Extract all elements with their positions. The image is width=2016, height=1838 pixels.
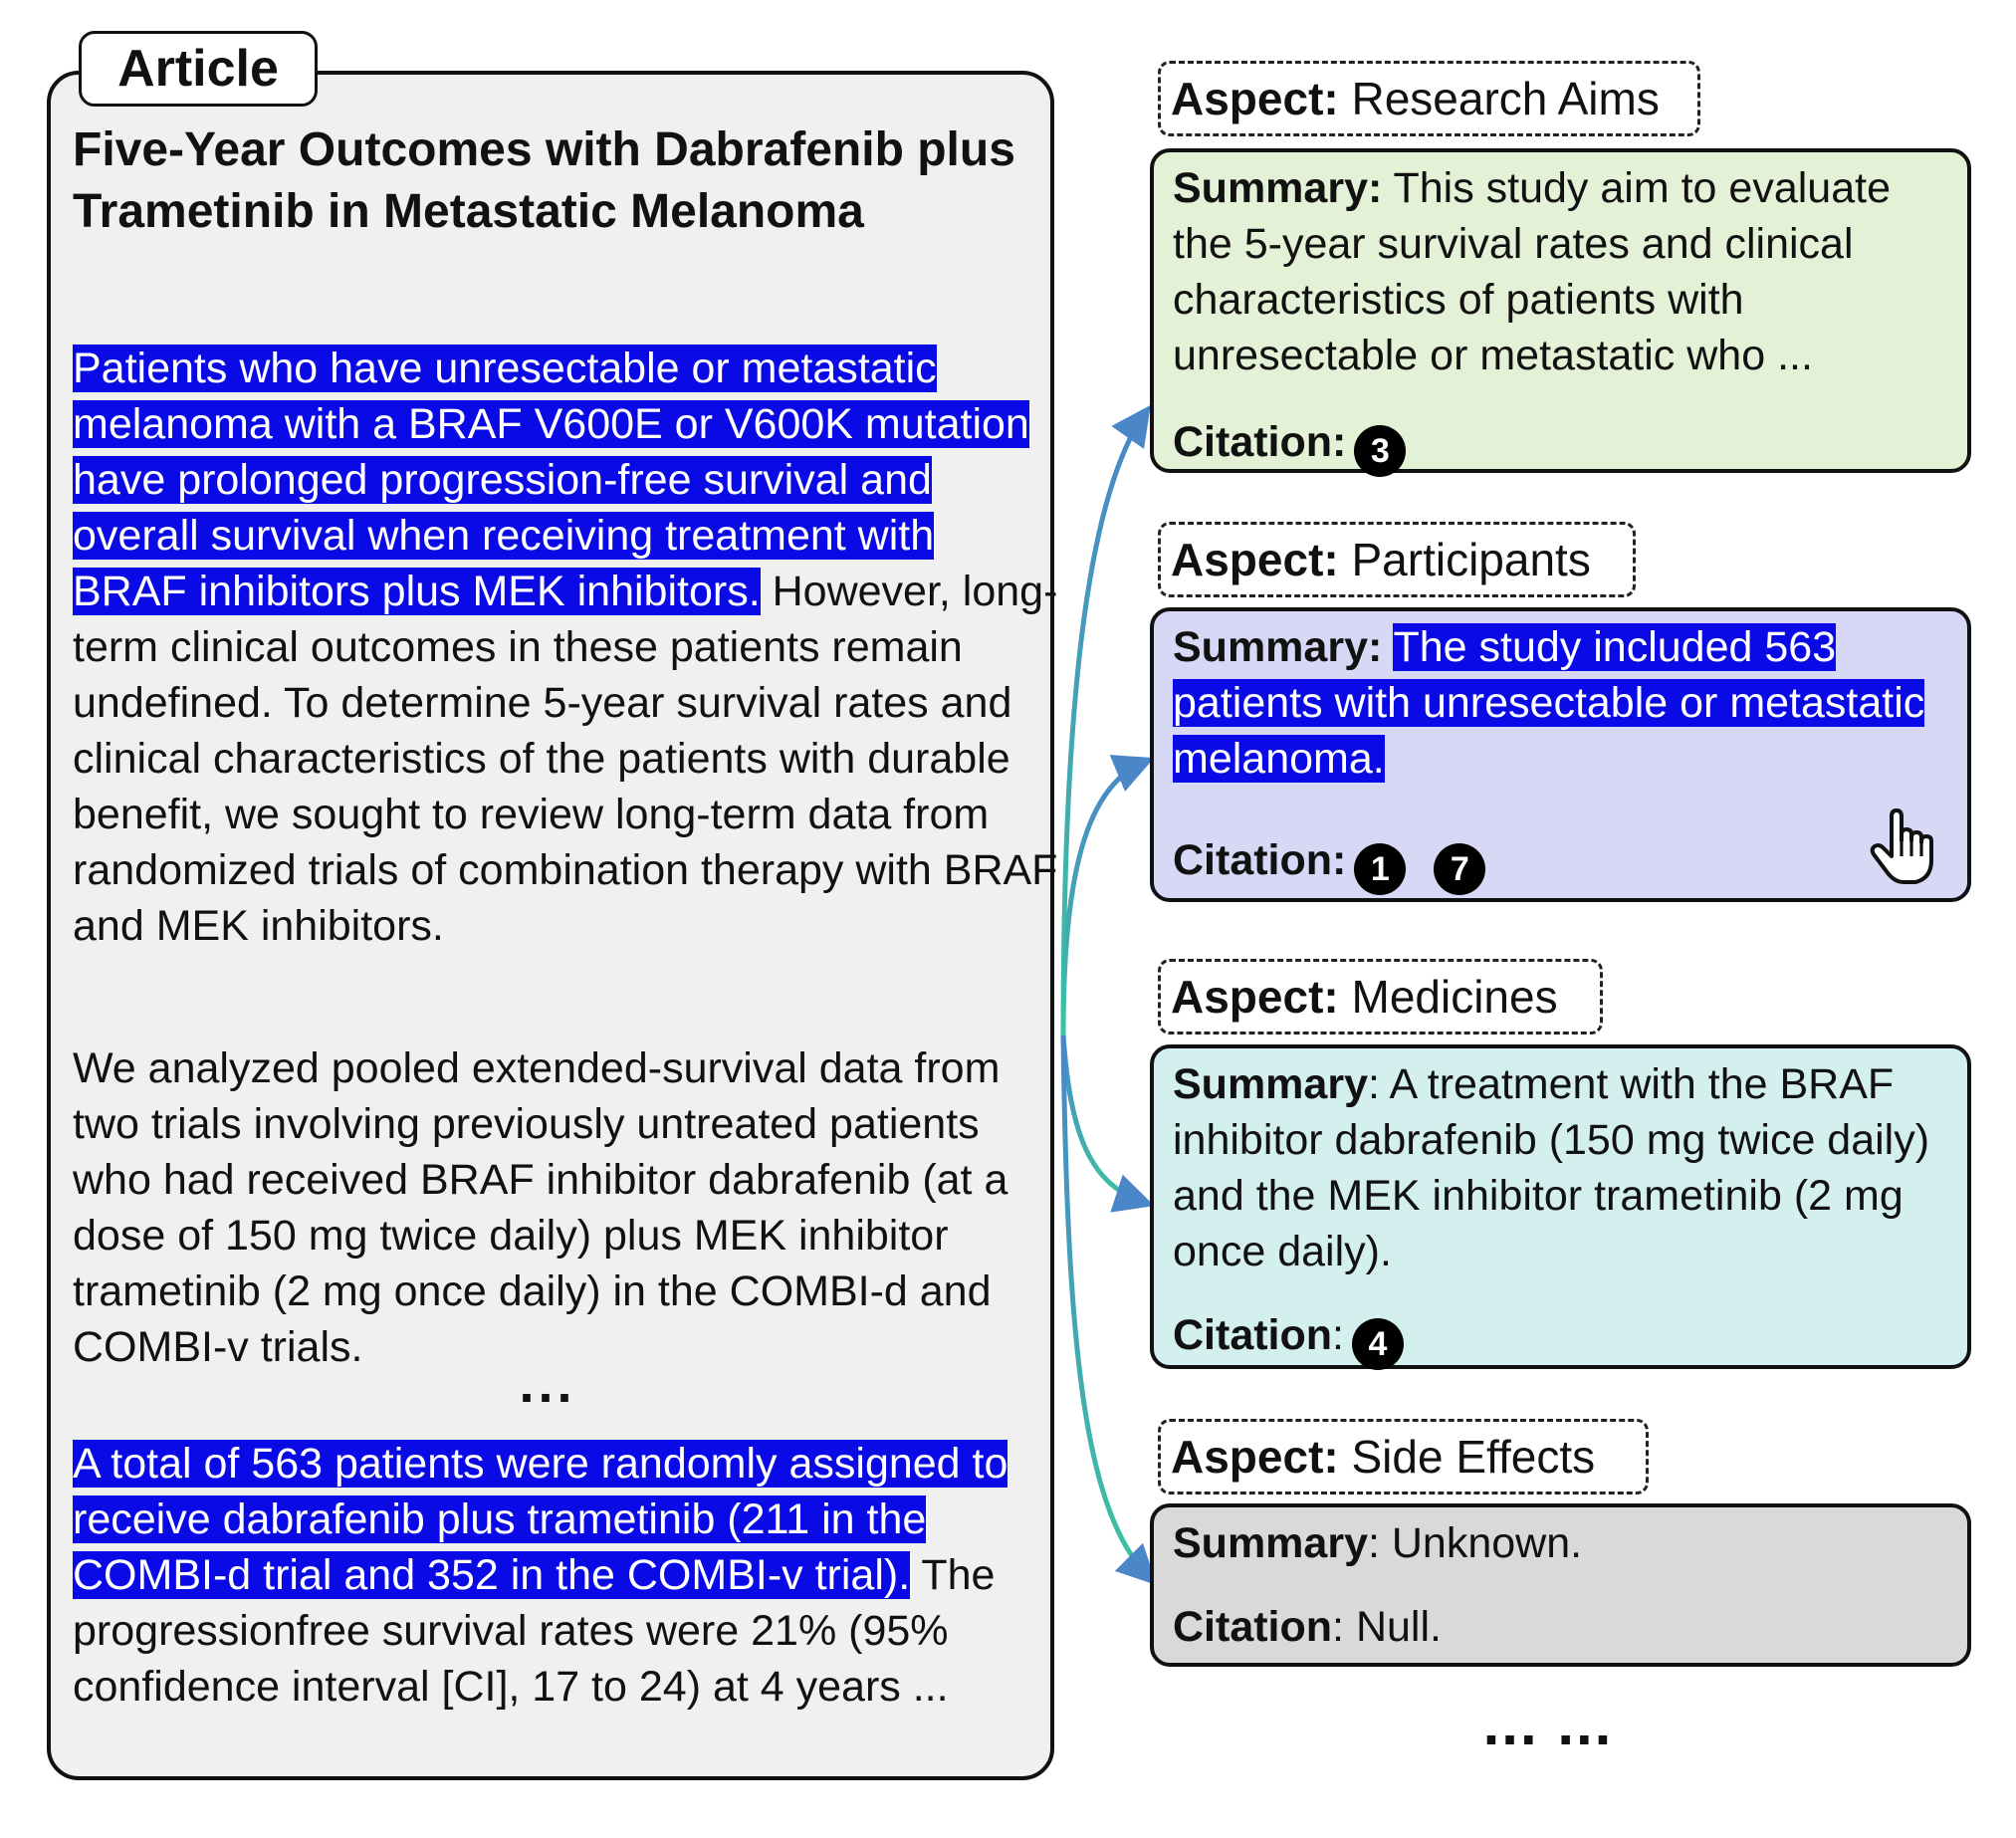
aspect-value: Side Effects [1338, 1431, 1596, 1483]
article-paragraph-1 [73, 341, 1058, 954]
citation-badge[interactable]: 7 [1434, 843, 1485, 895]
citation-key: Citation: [1173, 836, 1347, 884]
summary-text [1173, 1515, 1959, 1571]
article-title: Five-Year Outcomes with Dabrafenib plus Trametinib in Metastatic Melanoma [73, 123, 1015, 238]
hand-pointer-icon [1866, 806, 1937, 886]
article-ellipsis: ... [519, 1354, 576, 1414]
citation-row [1173, 414, 1406, 477]
aspect-value: Participants [1338, 534, 1591, 585]
aspect-key: Aspect: [1171, 73, 1339, 124]
summary-text [1173, 160, 1959, 383]
citation-row [1173, 1307, 1404, 1370]
summary-box-medicines[interactable] [1150, 1044, 1971, 1369]
citation-badge[interactable]: 4 [1352, 1318, 1404, 1370]
highlighted-text[interactable]: A total of 563 patients were randomly assigned to receive dabrafenib plus trametinib (211 in the COMBI-d trial and 352 in the COMBI-v trial). [73, 1440, 1008, 1599]
summary-box-side-effects[interactable] [1150, 1503, 1971, 1667]
summary-key: Summary: [1173, 623, 1383, 671]
article-tab: Article [79, 31, 318, 107]
paragraph-text: However, long-term clinical outcomes in these patients remain undefined. To determine 5-year survival rates and clinical characteristics of the patients with durable benefit, we sought to review long-term data from randomized trials of combination therapy with BRAF and MEK inhibitors. [73, 568, 1058, 950]
article-paragraph-3 [73, 1436, 1058, 1715]
arrow-to-participants [1063, 762, 1145, 1035]
aspect-key: Aspect: [1171, 534, 1339, 585]
summary-box-research-aims[interactable] [1150, 148, 1971, 473]
arrow-to-medicines [1063, 1035, 1145, 1203]
summary-key: Summary [1173, 1519, 1368, 1567]
aspect-key: Aspect: [1171, 971, 1339, 1023]
paragraph-text: The progressionfree survival rates were 21% (95% confidence interval [CI], 17 to 24) at 4 years ... [73, 1551, 996, 1711]
citation-badge[interactable]: 1 [1354, 843, 1406, 895]
more-aspects-indicator: ... ... [1482, 1691, 1614, 1757]
citation-key: Citation [1173, 1603, 1333, 1651]
aspect-value: Medicines [1338, 971, 1558, 1023]
citation-badge[interactable]: 3 [1354, 425, 1406, 477]
citation-row [1173, 832, 1485, 895]
summary-key: Summary [1173, 1060, 1368, 1108]
article-paragraph-2: We analyzed pooled extended-survival data from two trials involving previously untreated patients who had received BRAF inhibitor dabrafenib (at a dose of 150 mg twice daily) plus MEK inhibitor trametinib (2 mg once daily) in the COMBI-d and COMBI-v trials. [73, 1044, 1008, 1371]
citation-text: : Null. [1332, 1603, 1442, 1651]
summary-body: : A treatment with the BRAF inhibitor dabrafenib (150 mg twice daily) and the MEK inhibitor trametinib (2 mg once daily). [1173, 1060, 1930, 1275]
summary-body: : Unknown. [1367, 1519, 1583, 1567]
aspect-label-research-aims [1158, 61, 1700, 136]
citation-row [1173, 1599, 1442, 1655]
highlighted-text[interactable]: Patients who have unresectable or metastatic melanoma with a BRAF V600E or V600K mutation have prolonged progression-free survival and overall survival when receiving treatment with BRAF inhibitors plus MEK inhibitors. [73, 345, 1029, 615]
summary-text [1173, 619, 1959, 787]
summary-text [1173, 1056, 1959, 1279]
aspect-label-medicines [1158, 959, 1603, 1034]
summary-highlight[interactable]: The study included 563 patients with unresectable or metastatic melanoma. [1173, 623, 1925, 783]
aspect-label-side-effects [1158, 1419, 1649, 1494]
aspect-value: Research Aims [1338, 73, 1660, 124]
citation-key: Citation [1173, 1311, 1333, 1359]
summary-key: Summary: [1173, 164, 1383, 212]
citation-text: : [1332, 1311, 1344, 1359]
summary-body: This study aim to evaluate the 5-year survival rates and clinical characteristics of patients with unresectable or metastatic who ... [1173, 164, 1891, 379]
citation-key: Citation: [1173, 418, 1347, 466]
aspect-key: Aspect: [1171, 1431, 1339, 1483]
arrow-to-research-aims [1063, 413, 1145, 1035]
summary-box-participants[interactable] [1150, 607, 1971, 902]
aspect-label-participants [1158, 522, 1636, 597]
